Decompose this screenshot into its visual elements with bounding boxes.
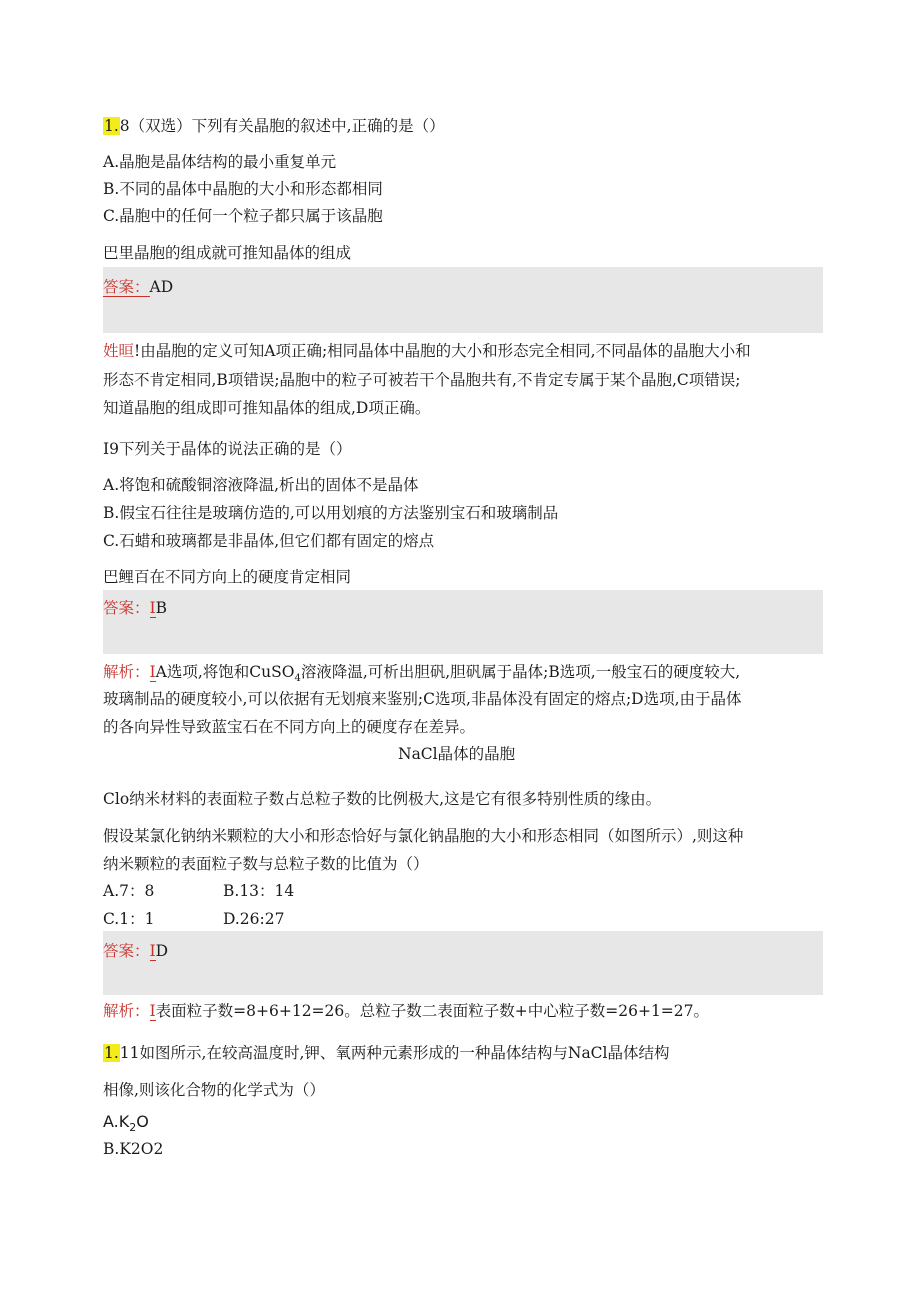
figure-caption: NaCl晶体的晶胞: [398, 745, 516, 763]
q3-stem-line1: 假设某氯化钠纳米颗粒的大小和形态恰好与氯化钠晶胞的大小和形态相同（如图所示）,则这种: [103, 827, 744, 845]
q3-options-row2: [103, 908, 285, 930]
q1-analysis-line3: 知道晶胞的组成即可推知晶体的组成,D项正确。: [103, 399, 431, 417]
analysis-mark: I: [149, 663, 156, 681]
answer-value: B: [155, 599, 168, 617]
q1-analysis-line2: 形态不肯定相同,B项错误;晶胞中的粒子可被若干个晶胞共有,不肯定专属于某个晶胞,C项错误;: [103, 371, 741, 389]
answer-mark: I: [149, 942, 156, 960]
answer-label: 答案：: [103, 599, 150, 617]
q1-answer: [103, 276, 173, 298]
q3-options-row1: [103, 880, 295, 902]
q3-intro: Clo纳米材料的表面粒子数占总粒子数的比例极大,这是它有很多特别性质的缘由。: [103, 790, 662, 808]
q4-number: 1.: [104, 1044, 119, 1062]
answer-mark: I: [149, 599, 156, 617]
answer-value: D: [155, 942, 169, 960]
answer-label: 答案：: [103, 942, 150, 960]
q3-option-c: C.1：1: [103, 910, 155, 928]
analysis-label: 姓晅: [103, 342, 135, 360]
q2-analysis-line3: 的各向异性导致蓝宝石在不同方向上的硬度存在差异。: [103, 718, 476, 736]
analysis-label: 解析：: [103, 663, 150, 681]
q2-option-d: 巴鲤百在不同方向上的硬度肯定相同: [103, 568, 352, 586]
q3-option-b: B.13：14: [223, 882, 295, 900]
q4-option-a: $A.K_2O$: [103, 1112, 149, 1135]
analysis-mark: I: [149, 1002, 156, 1020]
q1-option-d: 巴里晶胞的组成就可推知晶体的组成: [103, 244, 352, 262]
q4-stem-line2: 相像,则该化合物的化学式为（）: [103, 1081, 325, 1099]
q4-option-b: B.K2O2: [103, 1140, 164, 1158]
q1-option-b: B.不同的晶体中晶胞的大小和形态都相同: [103, 180, 383, 198]
q1-option-c: C.晶胞中的任何一个粒子都只属于该晶胞: [103, 207, 383, 225]
q1-number: 1.: [104, 117, 119, 135]
analysis-label: 解析：: [103, 1002, 150, 1020]
q2-option-a: A.将饱和硫酸铜溶液降温,析出的固体不是晶体: [103, 476, 419, 494]
q2-answer: [103, 597, 167, 619]
q2-analysis-line2: 玻璃制品的硬度较小,可以依据有无划痕来鉴别;C选项,非晶体没有固定的熔点;D选项,由于晶体: [103, 690, 742, 708]
q3-stem-line2: 纳米颗粒的表面粒子数与总粒子数的比值为（）: [103, 855, 429, 873]
q2-option-c: C.石蜡和玻璃都是非晶体,但它们都有固定的熔点: [103, 532, 435, 550]
q2-analysis-line1: 解析：IA选项,将饱和CuSO$_4$溶液降温,可析出胆矾,胆矾属于晶体;B选项,一般宝石的硬度较大,: [103, 663, 741, 685]
q1-answer-box: [103, 267, 823, 333]
q1-analysis-line1: 姓晅!由晶胞的定义可知A项正确;相同晶体中晶胞的大小和形态完全相同,不同晶体的晶胞大小和: [103, 342, 751, 360]
q2-option-b: B.假宝石往往是玻璃仿造的,可以用划痕的方法鉴别宝石和玻璃制品: [103, 504, 559, 522]
q1-option-a: A.晶胞是晶体结构的最小重复单元: [103, 153, 337, 171]
q4-stem: 1.11如图所示,在较高温度时,钾、氧两种元素形成的一种晶体结构与NaCl晶体结构: [104, 1044, 670, 1062]
q3-option-d: D.26:27: [223, 910, 285, 928]
q1-stem: 1.8（双选）下列有关晶胞的叙述中,正确的是（）: [104, 117, 445, 135]
q2-stem: I9下列关于晶体的说法正确的是（）: [103, 440, 352, 458]
q3-analysis: 解析：I表面粒子数=8+6+12=26。总粒子数二表面粒子数+中心粒子数=26+1=27。: [103, 1002, 710, 1020]
q3-option-a: A.7：8: [103, 882, 155, 900]
q3-answer: [103, 940, 168, 962]
q2-answer-box: [103, 590, 823, 654]
answer-label: 答案：: [103, 278, 150, 296]
answer-value: AD: [149, 278, 174, 296]
q3-answer-box: [103, 931, 823, 995]
